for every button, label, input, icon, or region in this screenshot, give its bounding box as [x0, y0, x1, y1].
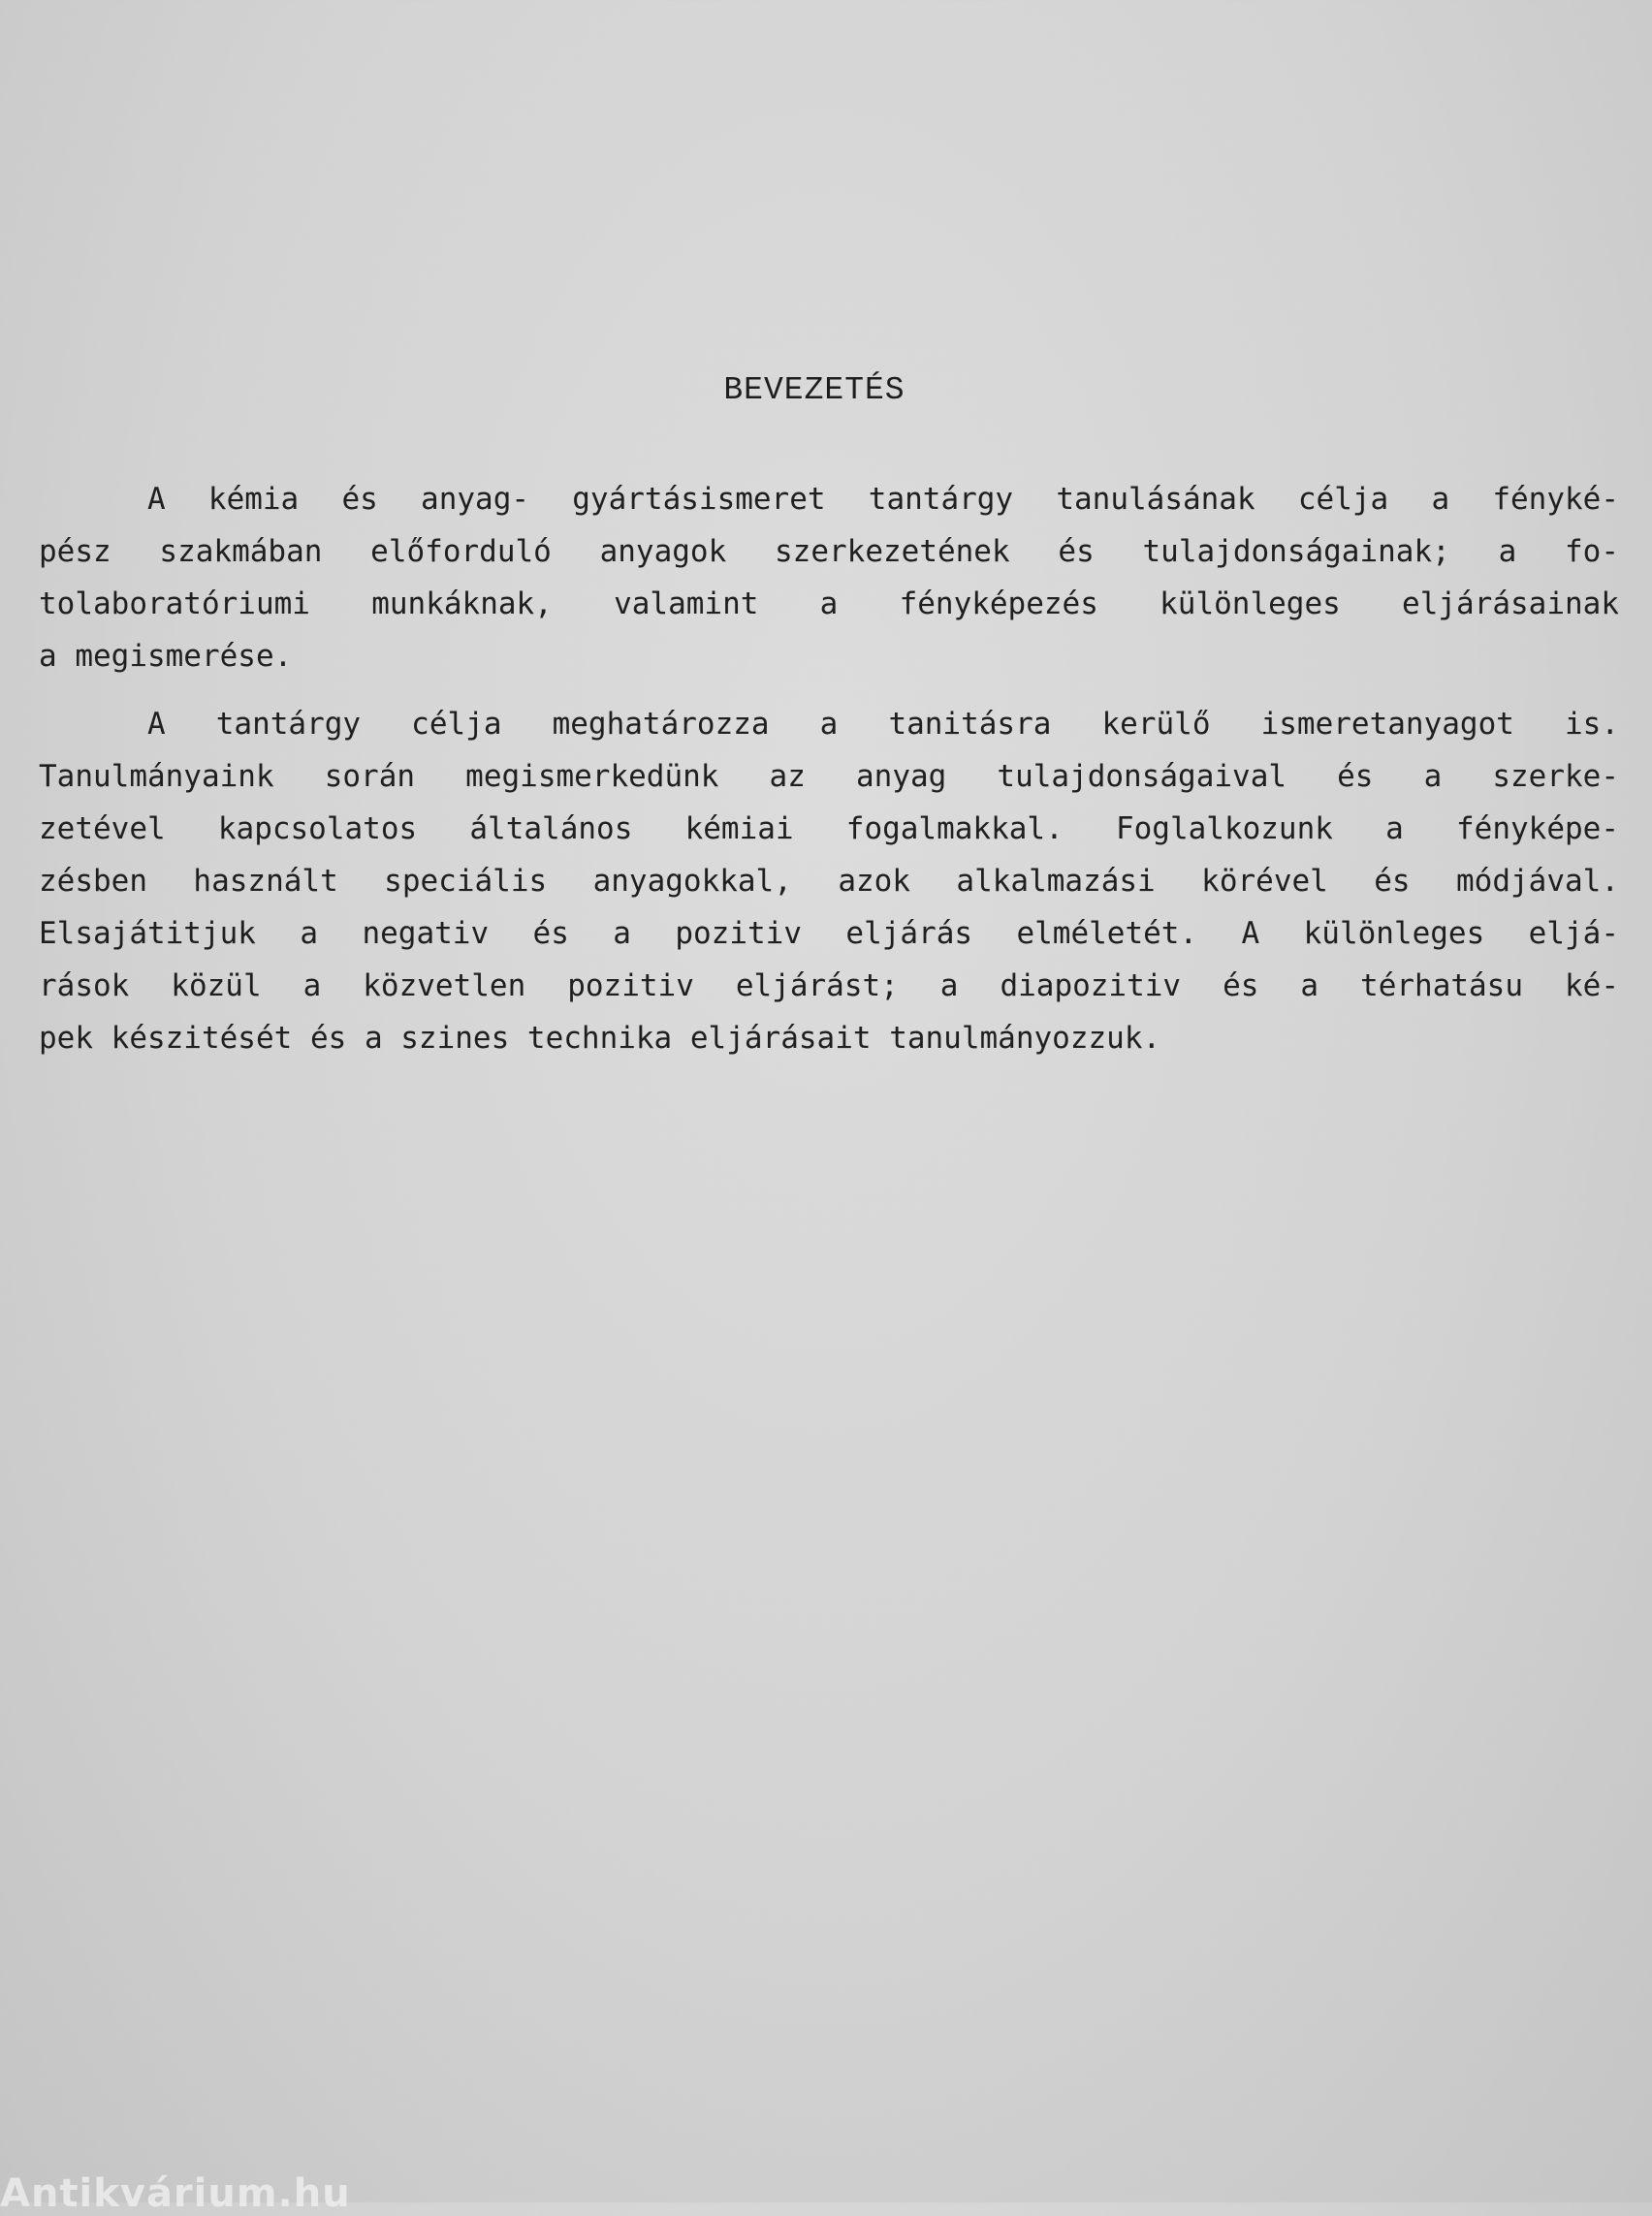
text-line: a megismerése.: [39, 639, 293, 674]
text-line: Elsajátitjuk a negativ és a pozitiv eljárás elméletét. A különleges eljá-: [39, 916, 1619, 951]
text-line: zetével kapcsolatos általános kémiai fogalmakkal. Foglalkozunk a fényképe-: [39, 811, 1619, 846]
text-line: zésben használt speciális anyagokkal, azok alkalmazási körével és módjával.: [39, 864, 1619, 899]
paragraph-2: [39, 698, 1619, 1064]
paragraph-gap: [39, 682, 1619, 698]
text-line: A kémia és anyag- gyártásismeret tantárgy tanulásának célja a fényké-: [147, 482, 1619, 517]
text-line: pész szakmában előforduló anyagok szerkezetének és tulajdonságainak; a fo-: [39, 534, 1619, 569]
text-line: Tanulmányaink során megismerkedünk az anyag tulajdonságaival és a szerke-: [39, 759, 1619, 794]
text-line: pek készitését és a szines technika eljárásait tanulmányozzuk.: [39, 1021, 1161, 1056]
watermark: Antikvárium.hu: [0, 2171, 351, 2216]
text-line: tolaboratóriumi munkáknak, valamint a fényképezés különleges eljárásainak: [39, 586, 1619, 621]
body-text: [39, 473, 1619, 1064]
paragraph-1: [39, 473, 1619, 682]
text-line: rások közül a közvetlen pozitiv eljárást; a diapozitiv és a térhatásu ké-: [39, 968, 1619, 1003]
page-title: BEVEZETÉS: [723, 372, 905, 408]
text-line: A tantárgy célja meghatározza a tanitásra kerülő ismeretanyagot is.: [147, 707, 1619, 742]
